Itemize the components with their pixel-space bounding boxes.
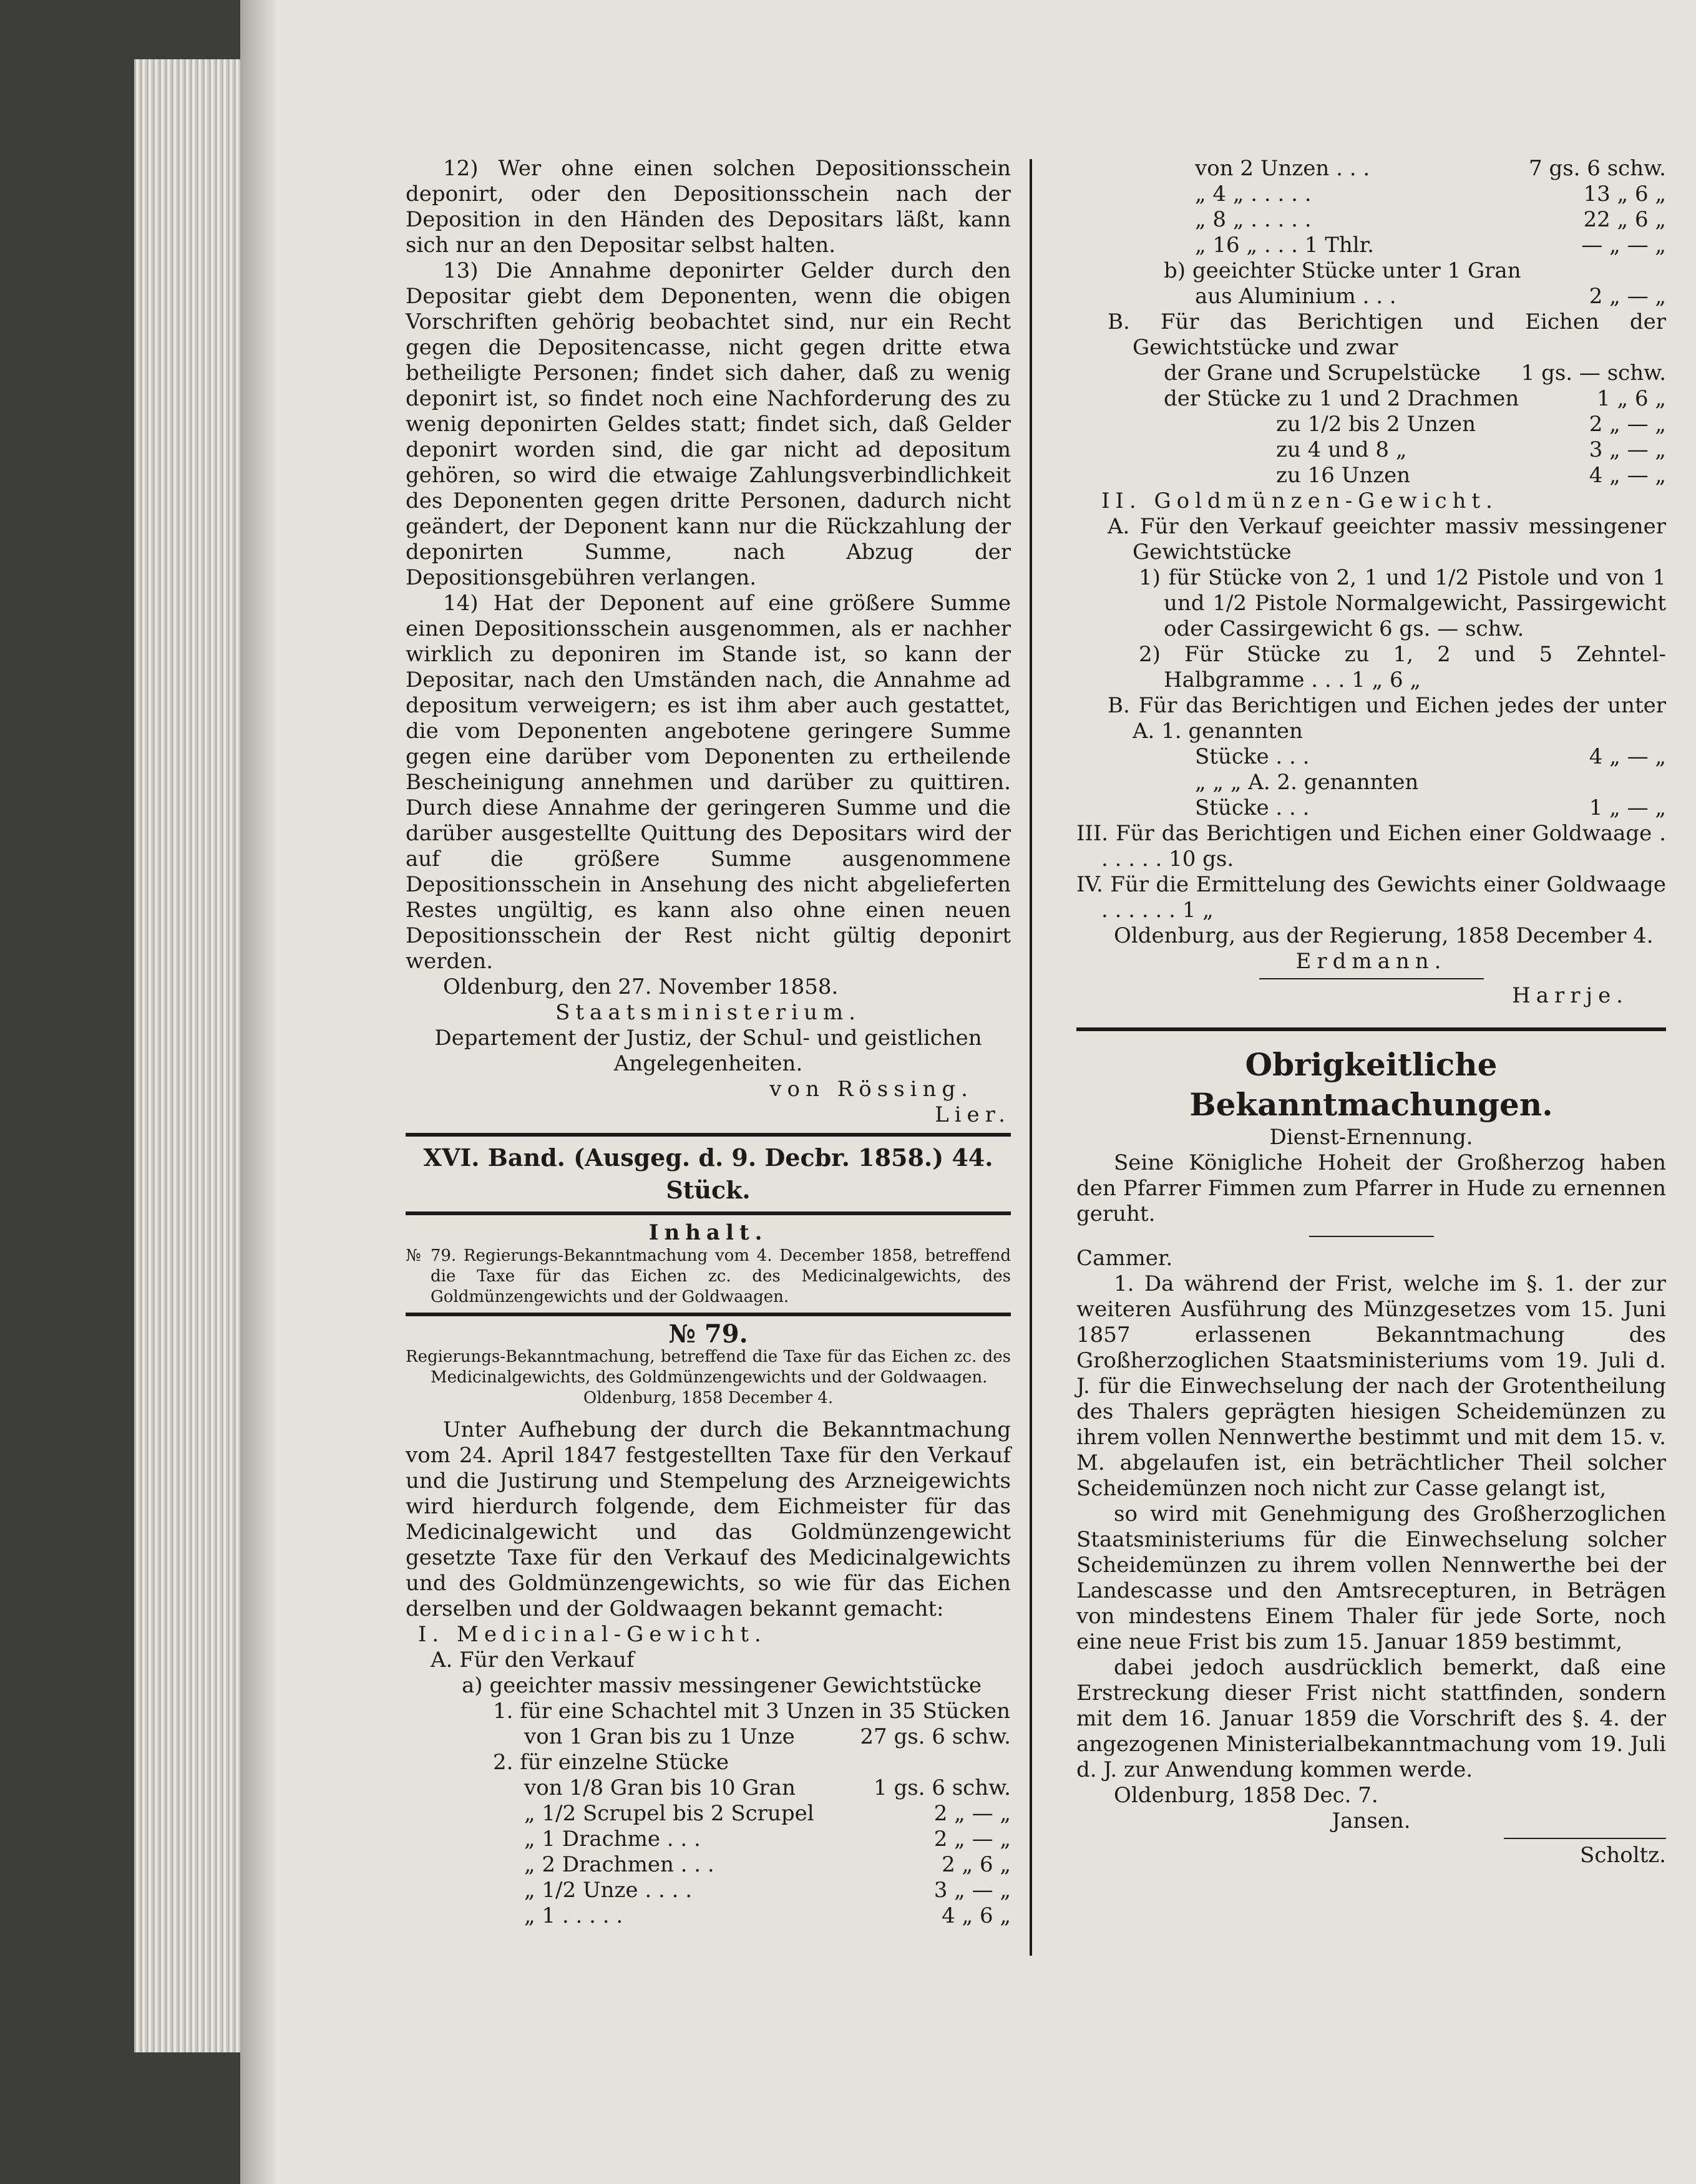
price-row xyxy=(1076,284,1666,309)
subheading: Cammer. xyxy=(1076,1246,1173,1271)
price-value: 1 „ 6 „ xyxy=(1597,386,1666,411)
price-row xyxy=(406,1724,1011,1750)
cammer-paragraph: 1. Da während der Frist, welche im §. 1. der zur weiteren Ausführung des Münzgesetzes vom 15. Juni 1857 erlassenen Bekanntmachung des Großherzoglichen Staatsministeriums vom 19. Juli d. J. für die Einwechselung der nach der Grotentheilung des Thalers geprägten hiesigen Scheidemünzen zu ihrem vollen Nennwerthe bestimmt und mit dem 15. v. M. abgelaufen ist, ein beträchtlicher Theil solcher Scheidemünzen noch nicht zur Casse gelangt ist, xyxy=(1076,1271,1666,1501)
item-heading: b) geeichter Stücke unter 1 Gran xyxy=(1164,258,1521,283)
left-column xyxy=(406,156,1011,1929)
announcement-date: Oldenburg, 1858 December 4. xyxy=(583,1389,834,1407)
price-row xyxy=(406,1775,1011,1801)
separator xyxy=(1504,1838,1666,1839)
price-value: 7 gs. 6 schw. xyxy=(1529,156,1666,181)
price-row xyxy=(1076,795,1666,821)
price-item: 1) für Stücke von 2, 1 und 1/2 Pistole und von 1 und 1/2 Pistole Normalgewicht, Passirgewicht oder Cassirgewicht 6 gs. — schw. xyxy=(1139,565,1666,641)
price-label: von 1/8 Gran bis 10 Gran xyxy=(524,1775,796,1800)
separator xyxy=(1309,1236,1434,1237)
cammer-paragraph: so wird mit Genehmigung des Großherzoglichen Staatsministeriums für die Einwechselung solcher Scheidemünzen zu ihrem vollen Nennwerthe bei der Landescasse und den Amtsrecepturen, in Beträgen von mindestens Einem Thaler für jede Sorte, noch eine neue Frist bis zum 15. Januar 1859 bestimmt, xyxy=(1076,1502,1666,1654)
price-value: 2 „ 6 „ xyxy=(942,1852,1011,1877)
price-label: zu 4 und 8 „ xyxy=(1276,437,1407,462)
price-label: zu 1/2 bis 2 Unzen xyxy=(1276,412,1476,437)
price-value: 2 „ — „ xyxy=(933,1801,1011,1826)
subsection-heading: B. Für das Berichtigen und Eichen der Gewichtstücke und zwar xyxy=(1108,309,1666,360)
price-value: 13 „ 6 „ xyxy=(1583,182,1666,206)
inhalt-title: Inhalt. xyxy=(648,1220,768,1245)
price-row xyxy=(406,1878,1011,1903)
price-value: 27 gs. 6 schw. xyxy=(860,1724,1011,1749)
price-value: 3 „ — „ xyxy=(1589,437,1666,462)
price-row xyxy=(1076,182,1666,207)
price-value: 1 „ — „ xyxy=(1589,795,1666,820)
inhalt-text: № 79. Regierungs-Bekanntmachung vom 4. December 1858, betreffend die Taxe für das Eichen zc. des Medicinalgewichts, des Goldmünzengewichts und der Goldwaagen. xyxy=(406,1246,1011,1306)
price-row xyxy=(1076,744,1666,770)
price-label: „ 16 „ . . . 1 Thlr. xyxy=(1195,233,1374,258)
section-heading: IV. Für die Ermittelung des Gewichts einer Goldwaage . . . . . . 1 „ xyxy=(1076,872,1666,923)
separator xyxy=(1076,1027,1666,1031)
band-header: XVI. Band. (Ausgeg. d. 9. Decbr. 1858.) 44. Stück. xyxy=(423,1143,993,1204)
item-heading: a) geeichter massiv messingener Gewichtstücke xyxy=(462,1673,982,1698)
paragraph-14: 14) Hat der Deponent auf eine größere Summe einen Depositionsschein ausgenommen, als er nachher wirklich zu deponiren im Stande ist, so kann der Depositar, nach den Umständen nach, die Annahme ad depositum verweigern; es ist ihm aber auch gestattet, die vom Deponenten angebotene geringere Summe gegen eine darüber vom Deponenten zu ertheilende Bescheinigung annehmen und darüber zu quittiren. Durch diese Annahme der geringeren Summe und die darüber ausgestellte Quittung des Depositars wird der auf die größere Summe ausgenommene Depositionsschein in Ansehung des nicht abgelieferten Restes ungültig, es kann also ohne einen neuen Depositionsschein der Rest nicht gültig deponirt werden. xyxy=(406,591,1011,974)
price-row xyxy=(406,1903,1011,1929)
price-label: Stücke . . . xyxy=(1195,744,1310,769)
separator xyxy=(1259,978,1484,979)
department: Departement der Justiz, der Schul- und geistlichen Angelegenheiten. xyxy=(434,1026,982,1076)
separator xyxy=(406,1313,1011,1316)
price-label: der Grane und Scrupelstücke xyxy=(1164,361,1481,386)
price-label: aus Aluminium . . . xyxy=(1195,284,1396,309)
section-heading: I. Medicinal-Gewicht. xyxy=(418,1622,767,1647)
signature: Lier. xyxy=(935,1102,1011,1127)
price-row xyxy=(406,1852,1011,1878)
price-value: — „ — „ xyxy=(1581,233,1666,258)
paragraph-13: 13) Die Annahme deponirter Gelder durch den Depositar giebt dem Deponenten, wenn die obigen Vorschriften gehörig beobachtet sind, nur ein Recht gegen die Depositencasse, nicht gegen dritte etwa betheiligte Personen; findet sich daher, daß zu wenig deponirt ist, so findet noch eine Nachforderung des zu wenig deponirten Geldes statt; findet sich, daß Gelder deponirt worden sind, die gar nicht ad depositum gehören, so wird die etwaige Zahlungsverbindlichkeit des Deponenten gegen dritte Personen, dadurch nicht geändert, der Deponent kann nur die Rückzahlung der deponirten Summe, nach Abzug der Depositionsgebühren verlangen. xyxy=(406,258,1011,590)
section-title: Obrigkeitliche Bekanntmachungen. xyxy=(1189,1046,1553,1123)
subsection-heading: A. Für den Verkauf xyxy=(431,1648,635,1672)
date-line: Oldenburg, den 27. November 1858. xyxy=(443,974,839,999)
price-value: 3 „ — „ xyxy=(933,1878,1011,1903)
price-row xyxy=(1076,412,1666,437)
price-label: Stücke . . . xyxy=(1195,795,1310,820)
price-row xyxy=(1076,361,1666,386)
price-label: der Stücke zu 1 und 2 Drachmen xyxy=(1164,386,1519,411)
announcement-number: № 79. xyxy=(668,1319,748,1349)
price-row xyxy=(1076,233,1666,258)
price-label: von 1 Gran bis zu 1 Unze xyxy=(524,1724,795,1749)
price-value: 2 „ — „ xyxy=(933,1827,1011,1852)
price-item: „ „ „ A. 2. genannten xyxy=(1195,770,1419,795)
signature: Scholtz. xyxy=(1580,1843,1666,1868)
section-heading: II. Goldmünzen-Gewicht. xyxy=(1101,488,1498,513)
subheading: Dienst-Ernennung. xyxy=(1269,1125,1473,1150)
price-value: 2 „ — „ xyxy=(1589,284,1666,309)
price-label: „ 4 „ . . . . . xyxy=(1195,182,1312,206)
signature: von Rössing. xyxy=(769,1077,973,1102)
price-label: „ 1/2 Unze . . . . xyxy=(524,1878,692,1903)
price-row xyxy=(1076,437,1666,463)
section-heading: III. Für das Berichtigen und Eichen einer Goldwaage . . . . . . 10 gs. xyxy=(1076,821,1666,871)
price-value: 1 gs. 6 schw. xyxy=(874,1775,1011,1800)
price-value: 22 „ 6 „ xyxy=(1583,207,1666,232)
cammer-paragraph: dabei jedoch ausdrücklich bemerkt, daß eine Erstreckung dieser Frist nicht stattfinden, sondern mit dem 16. Januar 1859 die Vorschrift des §. 4. der angezogenen Ministerialbekanntmachung vom 19. Juli d. J. zur Anwendung kommen werde. xyxy=(1076,1655,1666,1782)
date-line: Oldenburg, 1858 Dec. 7. xyxy=(1114,1783,1378,1808)
right-column xyxy=(1076,156,1666,1868)
signature: Jansen. xyxy=(1332,1808,1411,1833)
price-label: zu 16 Unzen xyxy=(1276,463,1411,488)
price-row xyxy=(1076,207,1666,233)
price-value: 4 „ — „ xyxy=(1589,463,1666,488)
price-value: 4 „ 6 „ xyxy=(942,1903,1011,1928)
price-row xyxy=(1076,156,1666,182)
price-label: von 2 Unzen . . . xyxy=(1195,156,1370,181)
price-label: „ 8 „ . . . . . xyxy=(1195,207,1312,232)
price-label: „ 2 Drachmen . . . xyxy=(524,1852,714,1877)
separator xyxy=(406,1133,1011,1137)
signature: Erdmann. xyxy=(1295,949,1447,974)
subsection-heading: B. Für das Berichtigen und Eichen jedes der unter A. 1. genannten xyxy=(1108,693,1666,744)
price-label: „ 1 . . . . . xyxy=(524,1903,623,1928)
item-heading: 1. für eine Schachtel mit 3 Unzen in 35 Stücken xyxy=(493,1699,1010,1724)
subsection-heading: A. Für den Verkauf geeichter massiv messingener Gewichtstücke xyxy=(1108,514,1666,565)
announcement-title: Regierungs-Bekanntmachung, betreffend die Taxe für das Eichen zc. des Medicinalgewichts, des Goldmünzengewichts und der Goldwaagen. xyxy=(406,1347,1011,1387)
separator xyxy=(406,1211,1011,1215)
ministry: Staatsministerium. xyxy=(555,1000,861,1025)
price-item: 2) Für Stücke zu 1, 2 und 5 Zehntel-Halbgramme . . . 1 „ 6 „ xyxy=(1139,642,1666,692)
price-label: „ 1/2 Scrupel bis 2 Scrupel xyxy=(524,1801,814,1826)
price-label: „ 1 Drachme . . . xyxy=(524,1827,701,1852)
price-value: 4 „ — „ xyxy=(1589,744,1666,769)
price-value: 2 „ — „ xyxy=(1589,412,1666,437)
price-value: 1 gs. — schw. xyxy=(1521,361,1666,386)
item-heading: 2. für einzelne Stücke xyxy=(493,1750,729,1775)
price-row xyxy=(406,1827,1011,1852)
date-line: Oldenburg, aus der Regierung, 1858 December 4. xyxy=(1114,923,1654,948)
price-row xyxy=(1076,463,1666,488)
price-row xyxy=(1076,386,1666,412)
price-row xyxy=(406,1801,1011,1827)
intro-paragraph: Unter Aufhebung der durch die Bekanntmachung vom 24. April 1847 festgestellten Taxe für den Verkauf und die Justirung und Stempelung des Arzneigewichts wird hierdurch folgende, dem Eichmeister für das Medicinalgewicht und das Goldmünzengewicht gesetzte Taxe für den Verkauf des Medicinalgewichts und des Goldmünzengewichts, so wie für das Eichen derselben und der Goldwaagen bekannt gemacht: xyxy=(406,1417,1011,1621)
paragraph-12: 12) Wer ohne einen solchen Depositionsschein deponirt, oder den Depositionsschein nach der Deposition in den Händen des Depositars läßt, kann sich nur an den Depositar selbst halten. xyxy=(406,156,1011,258)
signature: Harrje. xyxy=(1512,983,1629,1008)
dienst-paragraph: Seine Königliche Hoheit der Großherzog haben den Pfarrer Fimmen zum Pfarrer in Hude zu ernennen geruht. xyxy=(1076,1150,1666,1226)
column-divider xyxy=(1030,159,1032,1956)
